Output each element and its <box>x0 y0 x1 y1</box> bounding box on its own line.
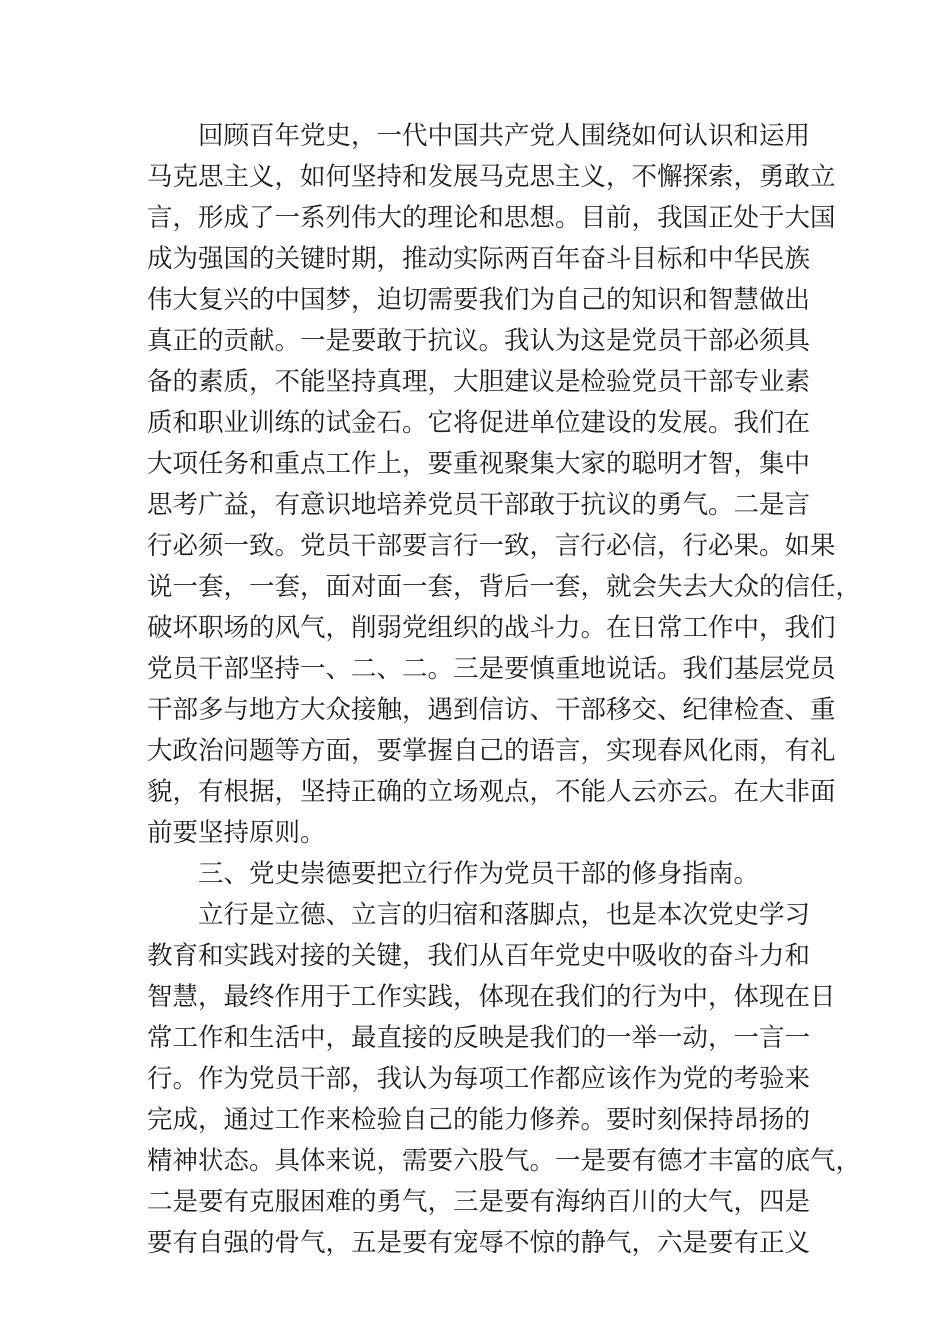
paragraph-2-line-4: 常工作和生活中，最直接的反映是我们的一举一动，一言一 <box>147 1023 811 1053</box>
paragraph-1-line-15: 干部多与地方大众接触，遇到信访、干部移交、纪律检查、重 <box>147 695 836 725</box>
paragraph-1-line-7: 备的素质，不能坚持真理，大胆建议是检验党员干部专业素 <box>147 367 811 397</box>
paragraph-1-line-11: 行必须一致。党员干部要言行一致，言行必信，行必果。如果 <box>147 531 836 561</box>
paragraph-1-line-18: 前要坚持原则。 <box>147 818 326 848</box>
paragraph-2-line-7: 精神状态。具体来说，需要六股气。一是要有德才丰富的底气， <box>147 1146 862 1176</box>
paragraph-2-line-9: 要有自强的骨气，五是要有宠辱不惊的静气，六是要有正义 <box>147 1228 811 1258</box>
paragraph-1-line-4: 成为强国的关键时期，推动实际两百年奋斗目标和中华民族 <box>147 244 811 274</box>
paragraph-1-line-17: 貌，有根据，坚持正确的立场观点，不能人云亦云。在大非面 <box>147 777 836 807</box>
paragraph-1-line-16: 大政治问题等方面，要掌握自己的语言，实现春风化雨，有礼 <box>147 736 836 766</box>
paragraph-2-line-1: 立行是立德、立言的归宿和落脚点，也是本次党史学习 <box>198 900 811 930</box>
paragraph-2-line-5: 行。作为党员干部，我认为每项工作都应该作为党的考验来 <box>147 1064 811 1094</box>
paragraph-1-line-8: 质和职业训练的试金石。它将促进单位建设的发展。我们在 <box>147 408 811 438</box>
paragraph-1-line-5: 伟大复兴的中国梦，迫切需要我们为自己的知识和智慧做出 <box>147 285 811 315</box>
paragraph-1-line-1: 回顾百年党史，一代中国共产党人围绕如何认识和运用 <box>198 121 811 151</box>
paragraph-1-line-9: 大项任务和重点工作上，要重视聚集大家的聪明才智，集中 <box>147 449 811 479</box>
paragraph-1-line-10: 思考广益，有意识地培养党员干部敢于抗议的勇气。二是言 <box>147 490 811 520</box>
paragraph-1-line-3: 言，形成了一系列伟大的理论和思想。目前，我国正处于大国 <box>147 203 836 233</box>
section-heading: 三、党史崇德要把立行作为党员干部的修身指南。 <box>198 859 760 889</box>
paragraph-2-line-8: 二是要有克服困难的勇气，三是要有海纳百川的大气，四是 <box>147 1187 811 1217</box>
paragraph-1-line-14: 党员干部坚持一、二、二。三是要慎重地说话。我们基层党员 <box>147 654 836 684</box>
paragraph-2-line-6: 完成，通过工作来检验自己的能力修养。要时刻保持昂扬的 <box>147 1105 811 1135</box>
paragraph-2-line-3: 智慧，最终作用于工作实践，体现在我们的行为中，体现在日 <box>147 982 836 1012</box>
paragraph-1-line-12: 说一套，一套，面对面一套，背后一套，就会失去大众的信任， <box>147 572 862 602</box>
paragraph-1-line-13: 破坏职场的风气，削弱党组织的战斗力。在日常工作中，我们 <box>147 613 836 643</box>
paragraph-1-line-6: 真正的贡献。一是要敢于抗议。我认为这是党员干部必须具 <box>147 326 811 356</box>
paragraph-1-line-2: 马克思主义，如何坚持和发展马克思主义，不懈探索，勇敢立 <box>147 162 836 192</box>
paragraph-2-line-2: 教育和实践对接的关键，我们从百年党史中吸收的奋斗力和 <box>147 941 811 971</box>
